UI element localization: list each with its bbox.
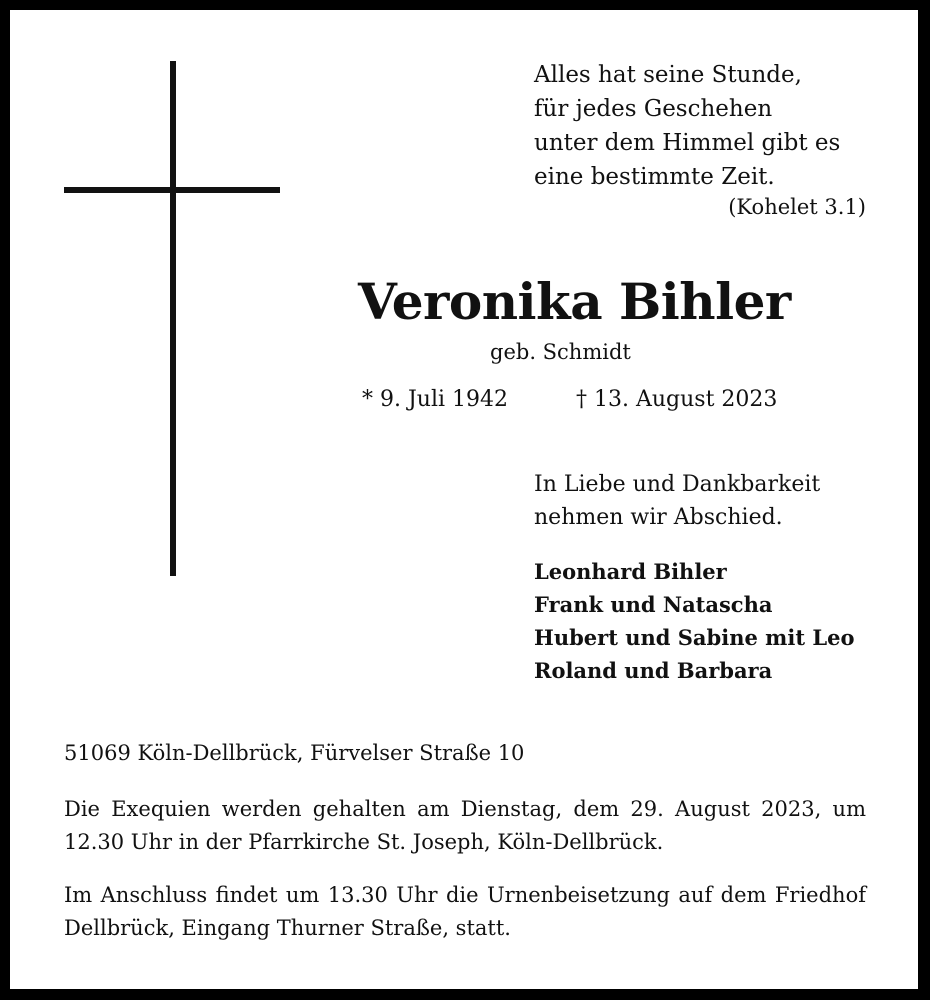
family-address: 51069 Köln-Dellbrück, Fürvelser Straße 10 xyxy=(64,741,525,765)
obituary-notice xyxy=(10,10,918,989)
farewell-line: In Liebe und Dankbarkeit xyxy=(534,472,821,497)
birth-name: geb. Schmidt xyxy=(490,340,631,364)
farewell-text xyxy=(534,468,820,534)
cross-vertical-bar xyxy=(170,61,176,576)
cross-horizontal-bar xyxy=(64,187,280,193)
verse-line: unter dem Himmel gibt es xyxy=(534,130,841,156)
bible-verse xyxy=(534,58,840,194)
mourner-name: Roland und Barbara xyxy=(534,658,773,683)
mourner-name: Leonhard Bihler xyxy=(534,559,727,584)
verse-line: eine bestimmte Zeit. xyxy=(534,164,775,190)
mourner-name: Frank und Natascha xyxy=(534,592,773,617)
mourner-name: Hubert und Sabine mit Leo xyxy=(534,625,855,650)
verse-line: für jedes Geschehen xyxy=(534,96,773,122)
burial-info: Im Anschluss findet um 13.30 Uhr die Urnenbeisetzung auf dem Friedhof Dellbrück, Eingang Thurner Straße, statt. xyxy=(64,883,866,940)
verse-source: (Kohelet 3.1) xyxy=(728,195,866,219)
deceased-name: Veronika Bihler xyxy=(358,272,791,331)
birth-date: * 9. Juli 1942 xyxy=(362,387,509,412)
farewell-line: nehmen wir Abschied. xyxy=(534,505,783,530)
death-date: † 13. August 2023 xyxy=(576,387,778,412)
verse-line: Alles hat seine Stunde, xyxy=(534,62,802,88)
funeral-service-info: Die Exequien werden gehalten am Dienstag, dem 29. August 2023, um 12.30 Uhr in der Pfarrkirche St. Joseph, Köln-Dellbrück. xyxy=(64,797,866,854)
mourners-list xyxy=(534,555,854,687)
